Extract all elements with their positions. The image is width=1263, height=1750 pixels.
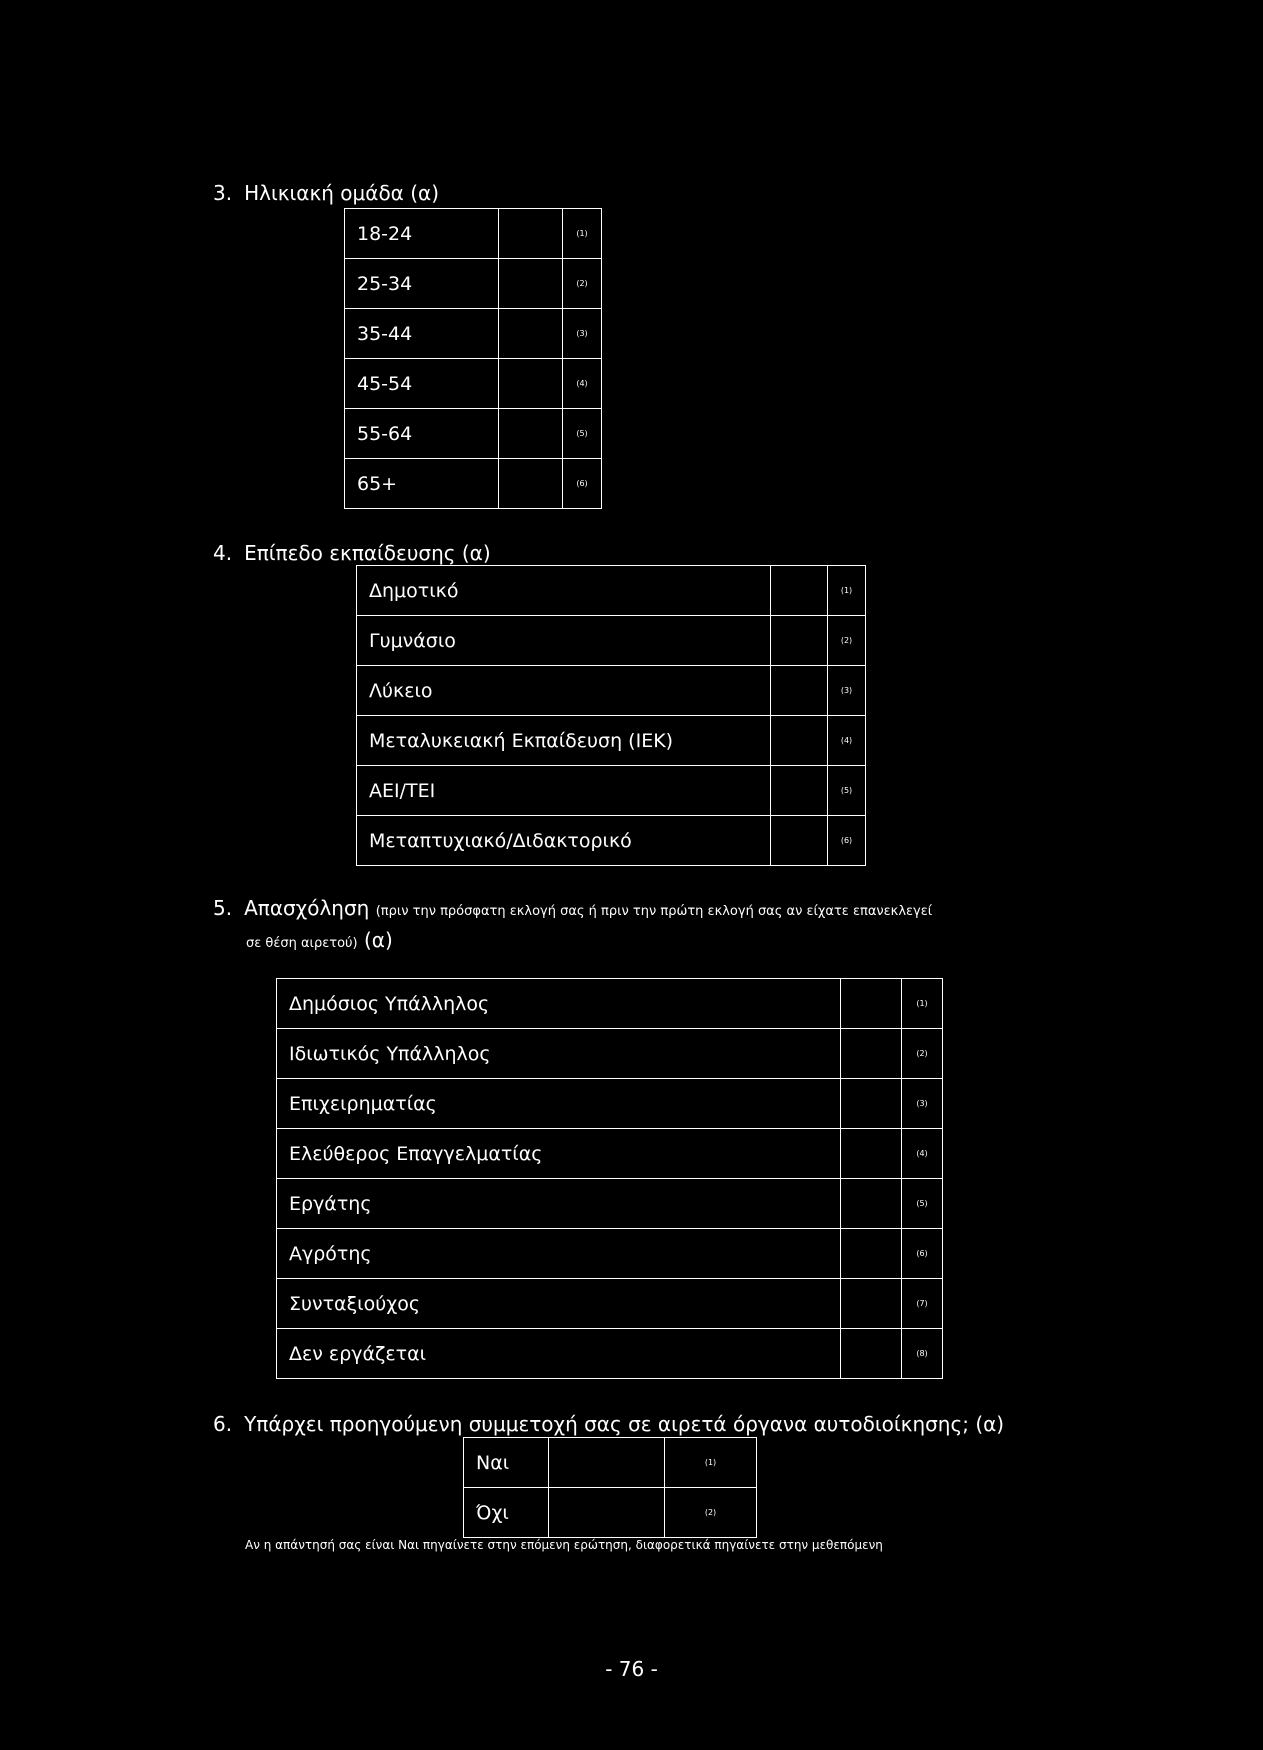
q5-title-text: Απασχόληση bbox=[244, 896, 370, 920]
q5-option-row bbox=[277, 1029, 943, 1079]
q4-option-label: Λύκειο bbox=[357, 666, 771, 716]
q3-option-label: 35-44 bbox=[345, 309, 499, 359]
q3-option-code: (2) bbox=[563, 259, 602, 309]
q6-option-checkbox[interactable] bbox=[549, 1488, 665, 1538]
q3-option-row bbox=[345, 409, 602, 459]
q5-marker: (α) bbox=[363, 928, 393, 952]
q5-option-label: Αγρότης bbox=[277, 1229, 841, 1279]
q3-option-label: 25-34 bbox=[345, 259, 499, 309]
q6-option-checkbox[interactable] bbox=[549, 1438, 665, 1488]
q4-option-label: Γυμνάσιο bbox=[357, 616, 771, 666]
q5-option-checkbox[interactable] bbox=[841, 1079, 902, 1129]
q4-options-table bbox=[356, 565, 866, 866]
q5-option-code: (3) bbox=[902, 1079, 943, 1129]
q4-title bbox=[213, 541, 491, 565]
q5-option-code: (1) bbox=[902, 979, 943, 1029]
q4-option-label: Μεταλυκειακή Εκπαίδευση (ΙΕΚ) bbox=[357, 716, 771, 766]
q5-option-code: (5) bbox=[902, 1179, 943, 1229]
q5-option-label: Δημόσιος Υπάλληλος bbox=[277, 979, 841, 1029]
page-number: - 76 - bbox=[605, 1657, 658, 1681]
q4-title-text: Επίπεδο εκπαίδευσης (α) bbox=[244, 541, 491, 565]
routing-note: Αν η απάντησή σας είναι Ναι πηγαίνετε στην επόμενη ερώτηση, διαφορετικά πηγαίνετε στην μεθεπόμενη bbox=[245, 1538, 883, 1552]
q4-option-label: ΑΕΙ/ΤΕΙ bbox=[357, 766, 771, 816]
q5-subtitle-line1: (πριν την πρόσφατη εκλογή σας ή πριν την πρώτη εκλογή σας αν είχατε επανεκλεγεί bbox=[375, 904, 933, 919]
q3-option-checkbox[interactable] bbox=[499, 209, 563, 259]
q3-option-row bbox=[345, 209, 602, 259]
q3-option-row bbox=[345, 359, 602, 409]
q4-option-row bbox=[357, 766, 866, 816]
q4-option-label: Δημοτικό bbox=[357, 566, 771, 616]
q5-option-label: Ελεύθερος Επαγγελματίας bbox=[277, 1129, 841, 1179]
q3-options-table bbox=[344, 208, 602, 509]
q6-title-text: Υπάρχει προηγούμενη συμμετοχή σας σε αιρετά όργανα αυτοδιοίκησης; (α) bbox=[244, 1412, 1005, 1436]
q6-number: 6. bbox=[213, 1412, 233, 1436]
q6-title bbox=[213, 1412, 1004, 1436]
q5-option-checkbox[interactable] bbox=[841, 1329, 902, 1379]
q3-option-code: (3) bbox=[563, 309, 602, 359]
q3-option-checkbox[interactable] bbox=[499, 409, 563, 459]
q5-option-code: (7) bbox=[902, 1279, 943, 1329]
q3-number: 3. bbox=[213, 181, 233, 205]
q5-option-row bbox=[277, 1229, 943, 1279]
q6-option-row bbox=[464, 1488, 757, 1538]
q3-option-code: (1) bbox=[563, 209, 602, 259]
q5-title-line2 bbox=[246, 928, 393, 956]
q5-option-checkbox[interactable] bbox=[841, 1029, 902, 1079]
q3-option-checkbox[interactable] bbox=[499, 259, 563, 309]
q5-option-checkbox[interactable] bbox=[841, 1179, 902, 1229]
q5-option-row bbox=[277, 1129, 943, 1179]
q5-option-code: (4) bbox=[902, 1129, 943, 1179]
q6-option-label: Όχι bbox=[464, 1488, 549, 1538]
q5-option-row bbox=[277, 1279, 943, 1329]
q4-option-code: (1) bbox=[828, 566, 866, 616]
q6-option-label: Ναι bbox=[464, 1438, 549, 1488]
q3-option-row bbox=[345, 309, 602, 359]
q6-options-table bbox=[463, 1437, 757, 1538]
q3-title bbox=[213, 181, 439, 205]
q4-option-row bbox=[357, 616, 866, 666]
q5-option-row bbox=[277, 1329, 943, 1379]
q5-option-row bbox=[277, 979, 943, 1029]
q3-option-row bbox=[345, 459, 602, 509]
q3-title-text: Ηλικιακή ομάδα (α) bbox=[244, 181, 440, 205]
q4-option-checkbox[interactable] bbox=[771, 716, 828, 766]
q4-option-checkbox[interactable] bbox=[771, 816, 828, 866]
q5-option-checkbox[interactable] bbox=[841, 979, 902, 1029]
q5-option-label: Εργάτης bbox=[277, 1179, 841, 1229]
q5-option-label: Συνταξιούχος bbox=[277, 1279, 841, 1329]
q5-option-label: Επιχειρηματίας bbox=[277, 1079, 841, 1129]
q5-option-checkbox[interactable] bbox=[841, 1229, 902, 1279]
q4-option-code: (2) bbox=[828, 616, 866, 666]
q5-option-label: Δεν εργάζεται bbox=[277, 1329, 841, 1379]
q4-option-row bbox=[357, 816, 866, 866]
q5-options-table bbox=[276, 978, 943, 1379]
q4-option-row bbox=[357, 716, 866, 766]
q3-option-label: 55-64 bbox=[345, 409, 499, 459]
q3-option-checkbox[interactable] bbox=[499, 459, 563, 509]
q4-option-row bbox=[357, 566, 866, 616]
q4-option-label: Μεταπτυχιακό/Διδακτορικό bbox=[357, 816, 771, 866]
q3-option-code: (5) bbox=[563, 409, 602, 459]
q5-option-code: (6) bbox=[902, 1229, 943, 1279]
q6-option-code: (1) bbox=[665, 1438, 757, 1488]
q4-option-code: (3) bbox=[828, 666, 866, 716]
q5-option-code: (2) bbox=[902, 1029, 943, 1079]
q4-option-checkbox[interactable] bbox=[771, 666, 828, 716]
q5-option-checkbox[interactable] bbox=[841, 1279, 902, 1329]
q3-option-label: 18-24 bbox=[345, 209, 499, 259]
q4-option-checkbox[interactable] bbox=[771, 616, 828, 666]
q3-option-code: (4) bbox=[563, 359, 602, 409]
q3-option-code: (6) bbox=[563, 459, 602, 509]
q5-title bbox=[213, 896, 932, 924]
q3-option-checkbox[interactable] bbox=[499, 359, 563, 409]
q4-option-code: (5) bbox=[828, 766, 866, 816]
q4-number: 4. bbox=[213, 541, 233, 565]
q4-option-checkbox[interactable] bbox=[771, 566, 828, 616]
q6-option-row bbox=[464, 1438, 757, 1488]
q5-option-label: Ιδιωτικός Υπάλληλος bbox=[277, 1029, 841, 1079]
q6-option-code: (2) bbox=[665, 1488, 757, 1538]
q5-option-code: (8) bbox=[902, 1329, 943, 1379]
q5-number: 5. bbox=[213, 896, 233, 920]
q5-option-checkbox[interactable] bbox=[841, 1129, 902, 1179]
q4-option-code: (6) bbox=[828, 816, 866, 866]
q4-option-row bbox=[357, 666, 866, 716]
q5-option-row bbox=[277, 1079, 943, 1129]
q3-option-label: 65+ bbox=[345, 459, 499, 509]
q3-option-label: 45-54 bbox=[345, 359, 499, 409]
q3-option-row bbox=[345, 259, 602, 309]
q5-subtitle-line2: σε θέση αιρετού) bbox=[246, 936, 358, 951]
q3-option-checkbox[interactable] bbox=[499, 309, 563, 359]
q4-option-code: (4) bbox=[828, 716, 866, 766]
q5-option-row bbox=[277, 1179, 943, 1229]
q4-option-checkbox[interactable] bbox=[771, 766, 828, 816]
